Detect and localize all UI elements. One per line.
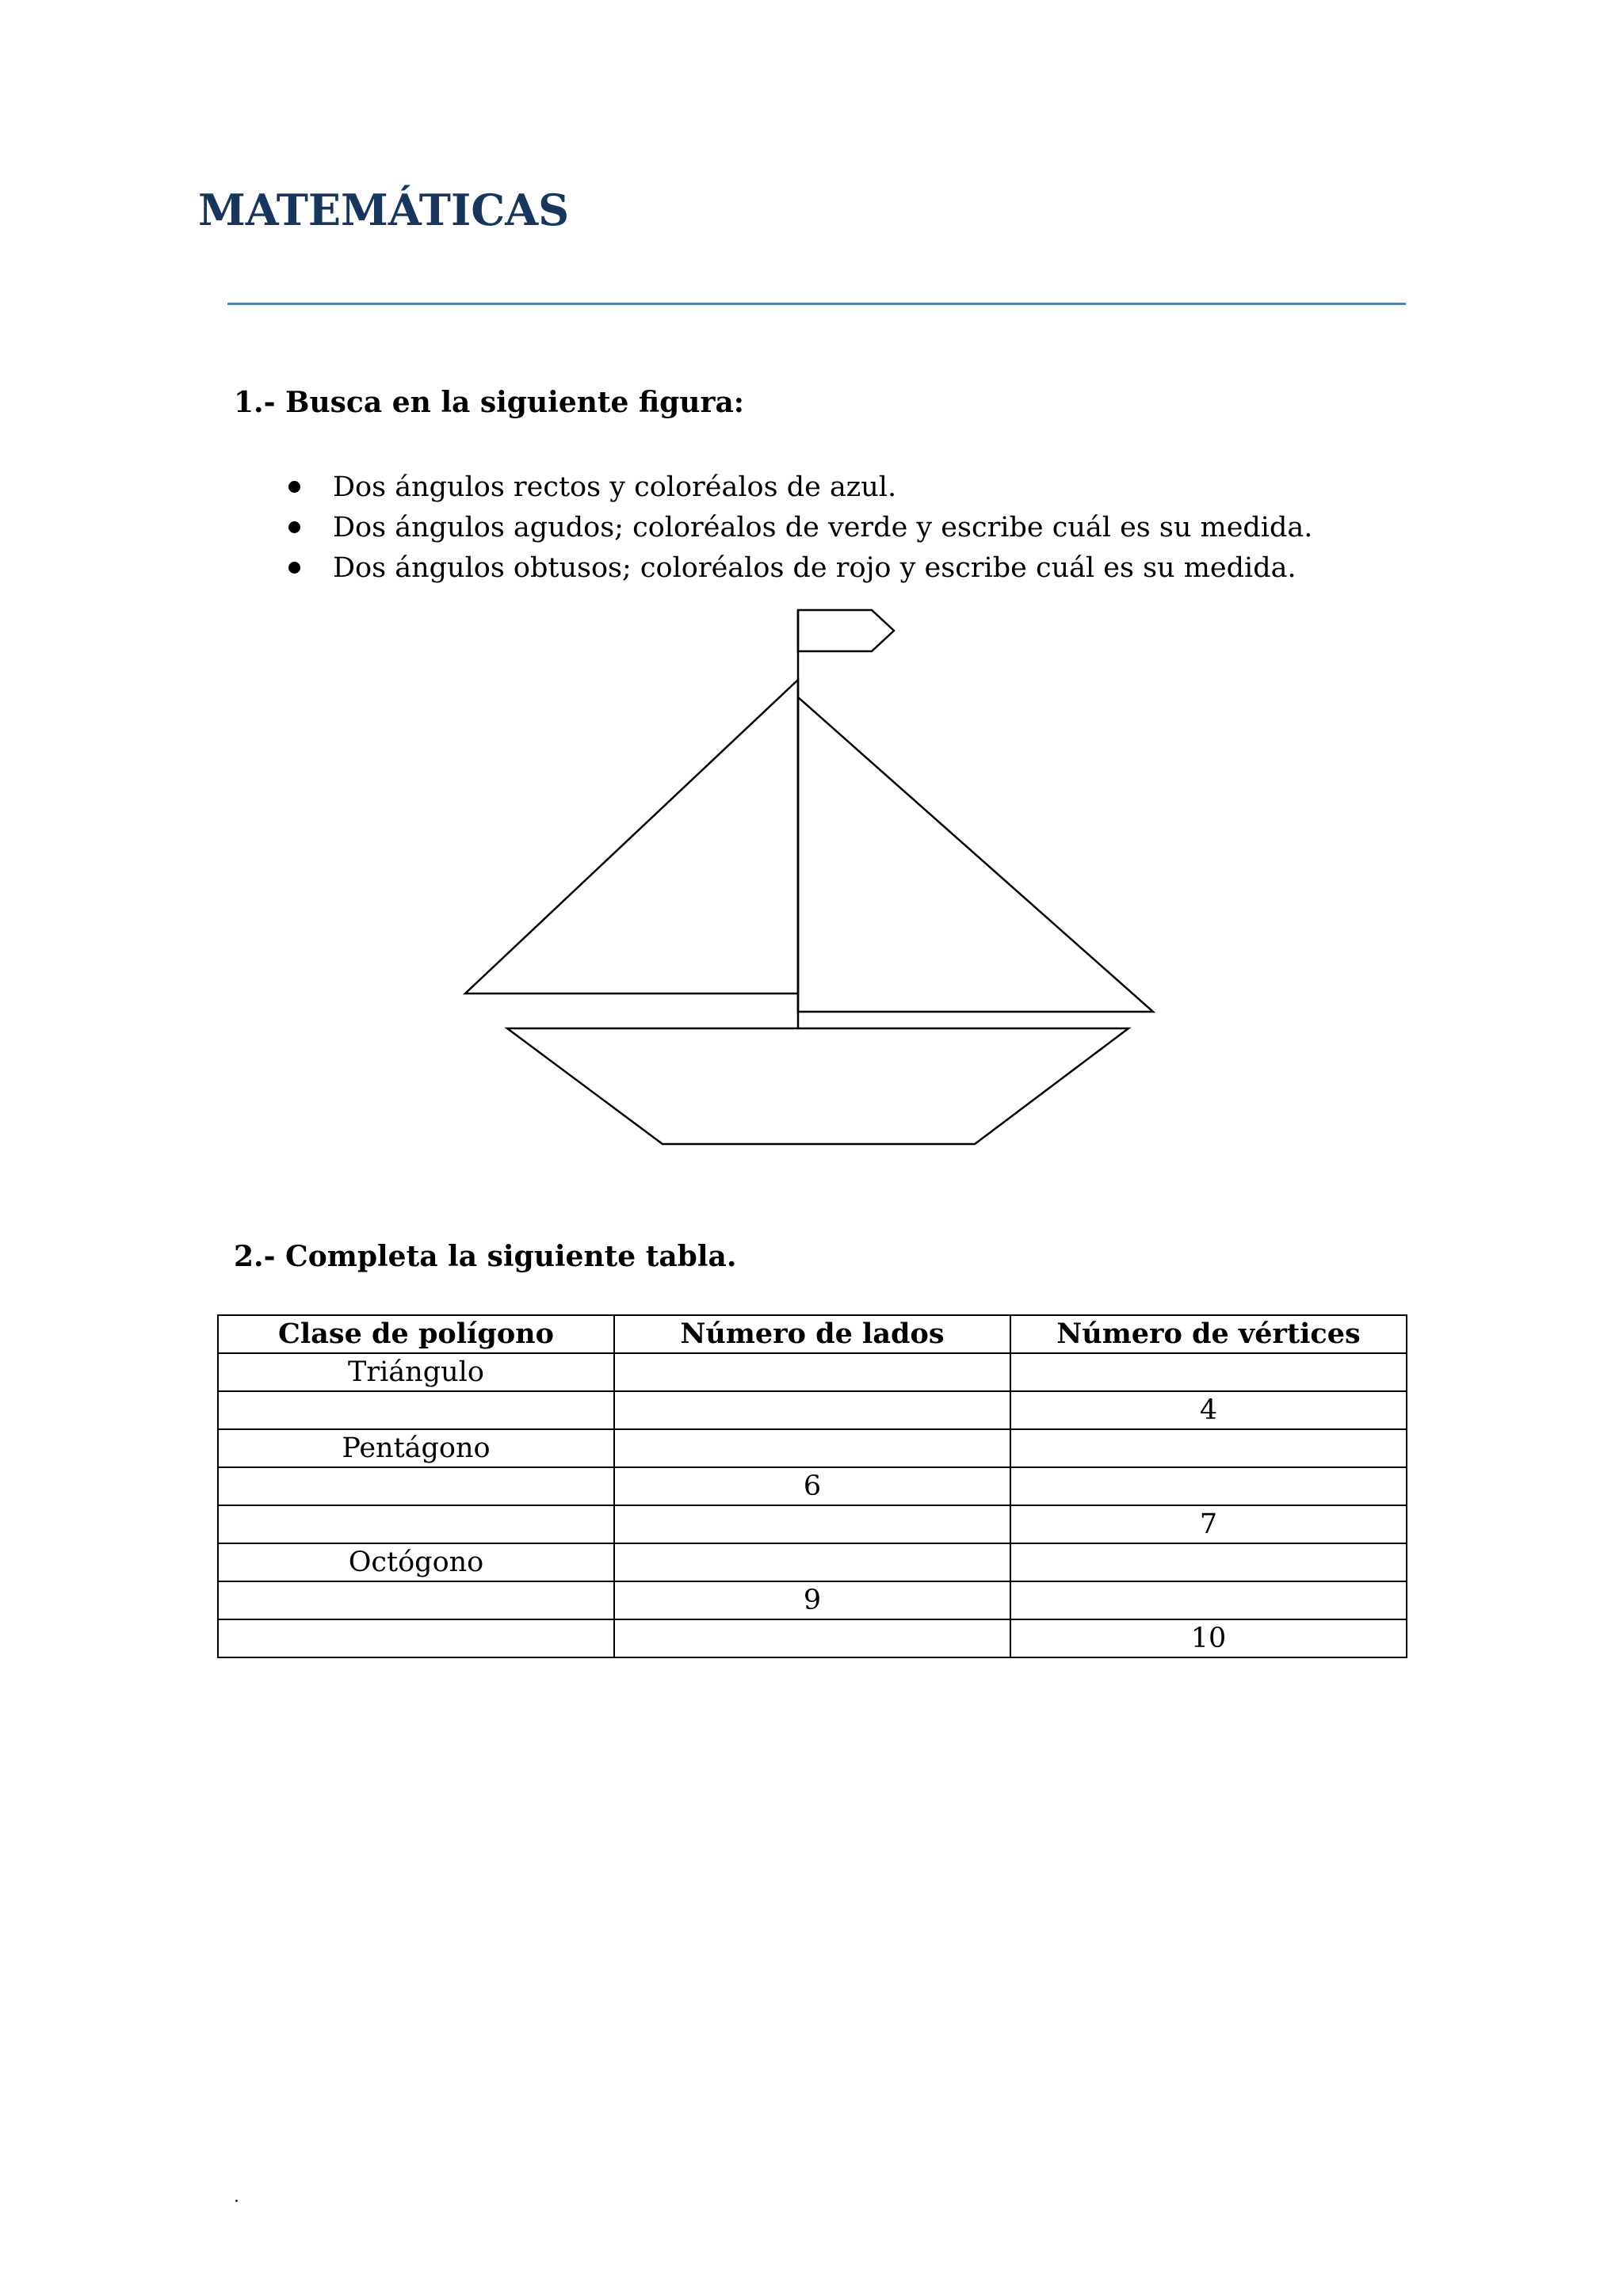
table-cell — [1010, 1429, 1407, 1467]
table-cell — [614, 1429, 1010, 1467]
flag-shape — [798, 610, 894, 651]
table-cell — [218, 1467, 614, 1505]
question-1-heading: 1.- Busca en la siguiente figura: — [234, 386, 745, 419]
right-sail — [798, 697, 1153, 1012]
table-cell — [614, 1619, 1010, 1657]
table-row — [218, 1429, 1407, 1467]
table-row — [218, 1467, 1407, 1505]
question-2-heading: 2.- Completa la siguiente tabla. — [234, 1240, 737, 1273]
table-cell: Triángulo — [218, 1353, 614, 1391]
table-cell — [218, 1619, 614, 1657]
table-row — [218, 1619, 1407, 1657]
table-cell — [218, 1581, 614, 1619]
bullet-icon — [288, 562, 300, 574]
sailboat-figure — [460, 606, 1157, 1153]
table-cell — [218, 1505, 614, 1543]
table-cell — [614, 1543, 1010, 1581]
left-sail — [465, 680, 798, 994]
hull-shape — [507, 1028, 1128, 1144]
table-cell — [614, 1353, 1010, 1391]
column-header: Clase de polígono — [218, 1315, 614, 1353]
table-cell — [614, 1505, 1010, 1543]
table-cell — [1010, 1353, 1407, 1391]
table-cell — [1010, 1467, 1407, 1505]
column-header: Número de vértices — [1010, 1315, 1407, 1353]
polygon-table — [217, 1314, 1407, 1658]
table-cell: 9 — [614, 1581, 1010, 1619]
title-divider — [227, 303, 1406, 305]
bullet-icon — [288, 481, 300, 493]
list-item — [284, 508, 1312, 548]
list-item-text: Dos ángulos obtusos; coloréalos de rojo y escribe cuál es su medida. — [333, 552, 1296, 584]
bullet-icon — [288, 521, 300, 533]
table-cell — [1010, 1543, 1407, 1581]
table-cell: Octógono — [218, 1543, 614, 1581]
table-row — [218, 1391, 1407, 1429]
page-title: MATEMÁTICAS — [198, 185, 570, 235]
column-header: Número de lados — [614, 1315, 1010, 1353]
table-header-row — [218, 1315, 1407, 1353]
question-1-list — [284, 467, 1312, 589]
list-item — [284, 467, 1312, 508]
table-cell: Pentágono — [218, 1429, 614, 1467]
list-item-text: Dos ángulos agudos; coloréalos de verde y escribe cuál es su medida. — [333, 512, 1313, 543]
table-row — [218, 1581, 1407, 1619]
table-cell — [218, 1391, 614, 1429]
table-cell — [614, 1391, 1010, 1429]
table-cell: 4 — [1010, 1391, 1407, 1429]
table-cell — [1010, 1581, 1407, 1619]
table-row — [218, 1543, 1407, 1581]
list-item-text: Dos ángulos rectos y coloréalos de azul. — [333, 471, 897, 503]
table-row — [218, 1505, 1407, 1543]
table-cell: 6 — [614, 1467, 1010, 1505]
footer-mark: . — [234, 2187, 239, 2206]
table-row — [218, 1353, 1407, 1391]
list-item — [284, 548, 1312, 589]
table-cell: 7 — [1010, 1505, 1407, 1543]
table-cell: 10 — [1010, 1619, 1407, 1657]
